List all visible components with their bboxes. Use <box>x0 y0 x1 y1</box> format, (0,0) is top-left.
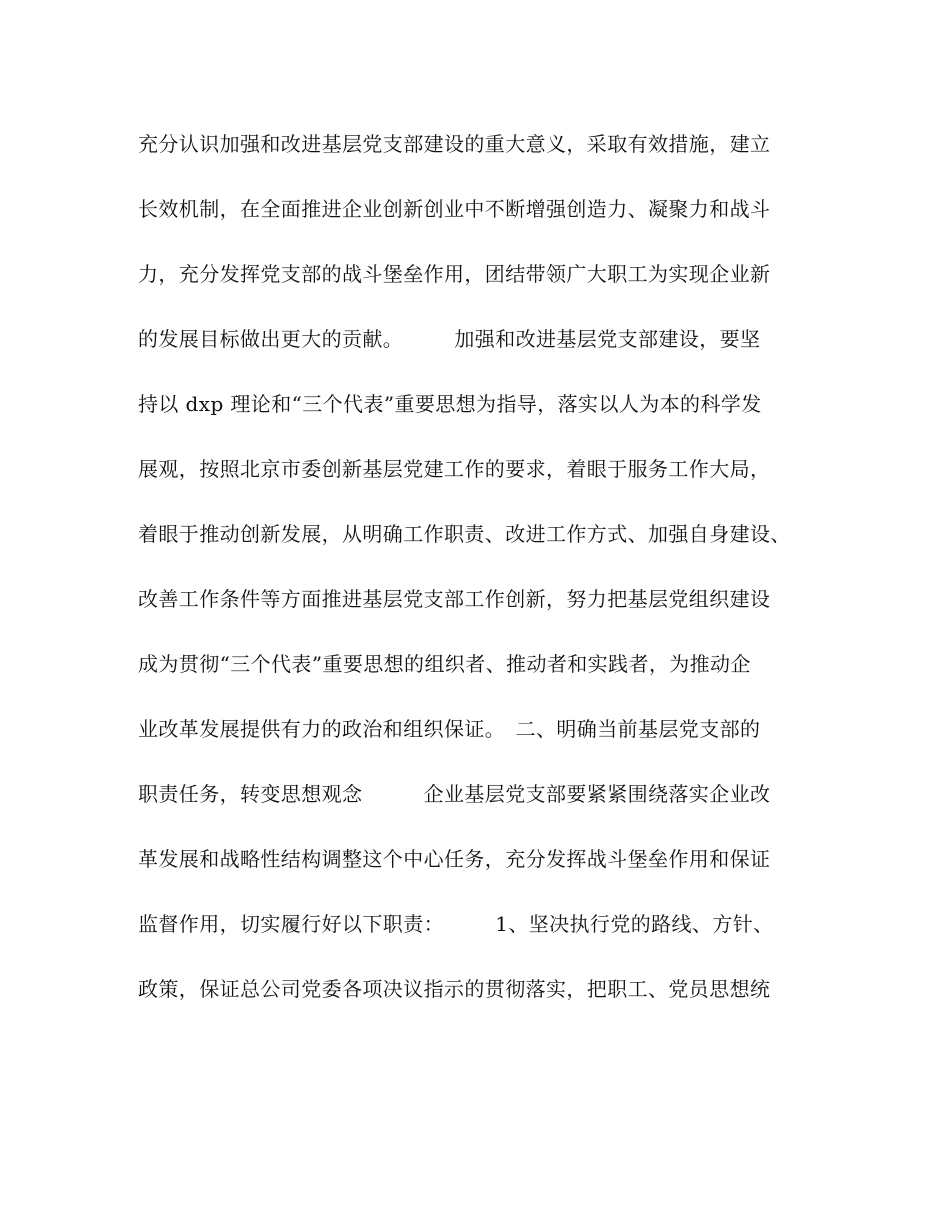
text-line: 力，充分发挥党支部的战斗堡垒作用，团结带领广大职工为实现企业新 <box>138 262 771 286</box>
text-line: 业改革发展提供有力的政治和组织保证。 二、明确当前基层党支部的 <box>138 717 761 741</box>
text-line: 的发展目标做出更大的贡献。 加强和改进基层党支部建设，要坚 <box>138 327 761 351</box>
text-line: 职责任务，转变思想观念 企业基层党支部要紧紧围绕落实企业改 <box>138 782 771 806</box>
body-text <box>138 122 838 1032</box>
text-line: 改善工作条件等方面推进基层党支部工作创新，努力把基层党组织建设 <box>138 587 771 611</box>
text-line: 革发展和战略性结构调整这个中心任务，充分发挥战斗堡垒作用和保证 <box>138 847 771 871</box>
text-line: 持以 dxp 理论和“三个代表”重要思想为指导，落实以人为本的科学发 <box>138 392 762 416</box>
text-line: 长效机制，在全面推进企业创新创业中不断增强创造力、凝聚力和战斗 <box>138 197 771 221</box>
text-line: 成为贯彻“三个代表”重要思想的组织者、推动者和实践者，为推动企 <box>138 652 751 676</box>
text-line: 展观，按照北京市委创新基层党建工作的要求，着眼于服务工作大局， <box>138 457 771 481</box>
text-line: 着眼于推动创新发展，从明确工作职责、改进工作方式、加强自身建设、 <box>138 522 791 546</box>
text-line: 充分认识加强和改进基层党支部建设的重大意义，采取有效措施，建立 <box>138 132 771 156</box>
text-line: 监督作用，切实履行好以下职责： 1、坚决执行党的路线、方针、 <box>138 912 774 936</box>
text-line: 政策，保证总公司党委各项决议指示的贯彻落实，把职工、党员思想统 <box>138 977 771 1001</box>
